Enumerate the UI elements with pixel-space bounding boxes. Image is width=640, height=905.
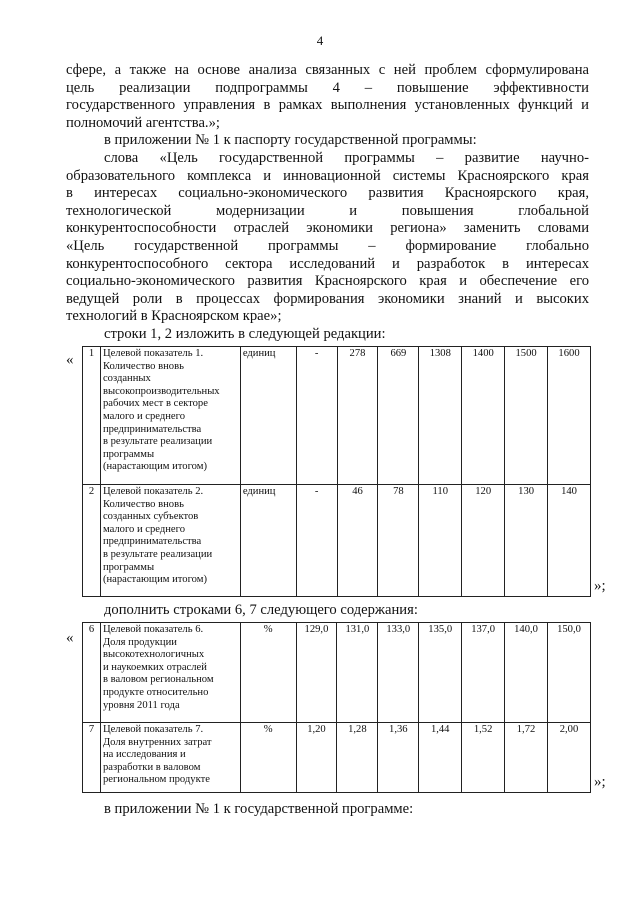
words-line: слова «Цель государственной программы – развитие научно-: [104, 150, 589, 166]
row-number: 1: [83, 347, 101, 485]
indicator-value: -: [296, 485, 337, 597]
row-number: 7: [83, 723, 101, 793]
indicator-value: 129,0: [296, 623, 337, 723]
intro-line: полномочий агентства.»;: [66, 114, 220, 131]
indicator-value: 133,0: [378, 623, 419, 723]
rows-6-7-heading: дополнить строками 6, 7 следующего содержания:: [104, 602, 418, 618]
words-line: социально-экономического развития Красноярского края и обеспечение его: [66, 273, 589, 290]
words-line: «Цель государственной программы – формирование глобально: [66, 237, 589, 254]
indicator-value: 1,36: [378, 723, 419, 793]
indicator-name: Целевой показатель 7. Доля внутренних затрат на исследования и разработки в валовом региональном продукте: [100, 723, 240, 793]
intro-paragraph: [66, 62, 589, 132]
page-number: 4: [316, 33, 324, 48]
intro-line: государственного управления в рамках выполнения установленных функций и: [66, 97, 589, 114]
indicator-value: -: [296, 347, 337, 485]
indicator-unit: единиц: [240, 485, 296, 597]
indicator-value: 46: [337, 485, 378, 597]
open-quote-1: «: [66, 352, 74, 368]
indicator-value: 130: [505, 485, 548, 597]
words-line: технологий в Красноярском крае»;: [66, 308, 282, 325]
indicator-value: 1600: [548, 347, 591, 485]
indicator-name: Целевой показатель 1. Количество вновь созданных высокопроизводительных рабочих мест в секторе малого и среднего предпринимательства в результате реализации программы (нарастающим итогом): [100, 347, 240, 485]
open-quote-2: «: [66, 630, 74, 646]
intro-line: цель реализации подпрограммы 4 – повышение эффективности: [66, 79, 589, 96]
indicator-value: 1500: [505, 347, 548, 485]
indicators-table-1: [82, 346, 591, 597]
words-line: ведущей роли в процессах формирования экономики знаний и высоких: [66, 290, 589, 307]
indicator-value: 278: [337, 347, 378, 485]
indicator-value: 2,00: [547, 723, 590, 793]
appendix-program-text: в приложении № 1 к государственной программе:: [104, 801, 414, 817]
table-row: [83, 347, 591, 485]
close-quote-1: »;: [594, 578, 606, 594]
indicator-value: 131,0: [337, 623, 378, 723]
rows-1-2-heading: строки 1, 2 изложить в следующей редакции:: [104, 326, 386, 342]
words-line: образовательного комплекса и инновационной системы Красноярского края: [66, 167, 589, 184]
indicator-value: 1,72: [505, 723, 548, 793]
indicator-unit: %: [240, 623, 296, 723]
indicators-table-2: [82, 622, 591, 793]
indicator-value: 78: [378, 485, 419, 597]
table-row: [83, 485, 591, 597]
replace-words-paragraph: [66, 150, 589, 326]
indicator-unit: %: [240, 723, 296, 793]
words-line: в интересах социально-экономического развития Красноярского края,: [66, 185, 589, 202]
indicator-value: 1,52: [462, 723, 505, 793]
words-line: технологической модернизации и повышения глобальной: [66, 202, 589, 219]
indicator-value: 120: [462, 485, 505, 597]
table-row: [83, 723, 591, 793]
words-line: конкурентоспособности отраслей экономики региона» заменить словами: [66, 220, 589, 237]
indicator-value: 1400: [462, 347, 505, 485]
appendix-passport-text: в приложении № 1 к паспорту государственной программы:: [104, 132, 477, 148]
indicator-value: 1,44: [419, 723, 462, 793]
indicator-value: 140: [548, 485, 591, 597]
indicator-value: 1,20: [296, 723, 337, 793]
indicator-name: Целевой показатель 6. Доля продукции высокотехнологичных и наукоемких отраслей в валовом региональном продукте относительно уровня 2011 года: [100, 623, 240, 723]
indicator-value: 135,0: [419, 623, 462, 723]
indicator-value: 669: [378, 347, 419, 485]
indicator-value: 150,0: [547, 623, 590, 723]
row-number: 2: [83, 485, 101, 597]
indicator-value: 1308: [419, 347, 462, 485]
indicator-value: 110: [419, 485, 462, 597]
indicator-value: 137,0: [462, 623, 505, 723]
words-line: конкурентоспособного сектора исследований и разработок в интересах: [66, 255, 589, 272]
indicator-unit: единиц: [240, 347, 296, 485]
close-quote-2: »;: [594, 774, 606, 790]
indicator-value: 1,28: [337, 723, 378, 793]
intro-line: сфере, а также на основе анализа связанных с ней проблем сформулирована: [66, 62, 589, 78]
table-row: [83, 623, 591, 723]
indicator-name: Целевой показатель 2. Количество вновь созданных субъектов малого и среднего предпринимательства в результате реализации программы (нарастающим итогом): [100, 485, 240, 597]
indicator-value: 140,0: [505, 623, 548, 723]
row-number: 6: [83, 623, 101, 723]
